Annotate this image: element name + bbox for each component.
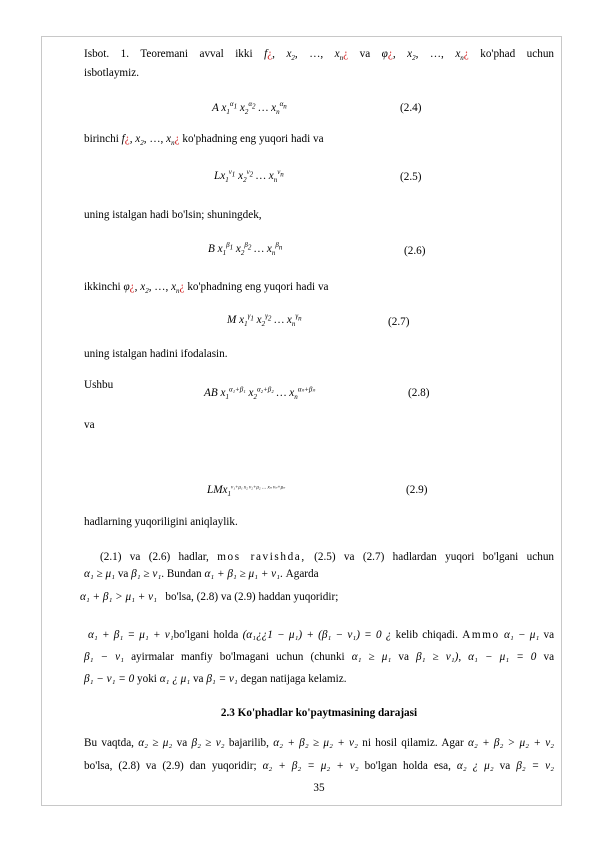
equation-2-4: A $x_1^{\alpha_1}$ $x_2^{\alpha_2}$ … $x_n^{\alpha_n}$	[212, 100, 287, 117]
section-heading: 2.3 Ko'phadlar ko'paytmasining darajasi	[220, 707, 418, 719]
text-line: va	[84, 419, 95, 431]
equation-number: (2.9)	[406, 484, 428, 496]
equation-number: (2.8)	[408, 387, 430, 399]
text-line: α₁ ≥ μ₁ va β₁ ≥ ν₁. Bundan α₁ + β₁ ≥ μ₁ + ν₁. Agarda	[84, 568, 319, 580]
text-line: isbotlaymiz.	[84, 67, 139, 79]
text-line: uning istalgan hadini ifodalasin.	[84, 348, 228, 360]
equation-2-6: B $x_1^{\beta_1}$ $x_2^{\beta_2}$ … $x_n^{\beta_n}$	[208, 241, 283, 258]
equation-number: (2.5)	[400, 171, 422, 183]
equation-2-8: AB $x_1^{\alpha_1+\beta_1}$ $x_2^{\alpha_2+\beta_2}$ … $x_n^{\alpha_n+\beta_n}$	[204, 385, 316, 402]
equation-2-5: $Lx_1^{\nu_1}$ $x_2^{\nu_2}$ … $x_n^{\nu_n}$	[214, 168, 284, 185]
text-line: bo'lsa, (2.8) va (2.9) dan yuqoridir; α₂ + β₂ = μ₂ + ν₂ bo'lgan holda esa, α₂ ¿ μ₂ va β₂ = ν₂	[84, 760, 554, 772]
text-line: (2.1) va (2.6) hadlar, mos ravishda, (2.5) va (2.7) hadlardan yuqori bo'lgani uchun	[100, 551, 555, 563]
text-line: Ushbu	[84, 379, 114, 391]
equation-number: (2.7)	[388, 316, 410, 328]
text-line: hadlarning yuqoriligini aniqlaylik.	[84, 516, 238, 528]
page-number: 35	[313, 782, 325, 794]
equation-number: (2.6)	[404, 245, 426, 257]
text-line: α₁ + β₁ = μ₁ + ν₁bo'lgani holda (α₁¿¿1 − μ₁) + (β₁ − ν₁) = 0 ¿ kelib chiqadi. Ammo α₁ − μ₁ va	[88, 629, 555, 641]
text-line: birinchi f¿, $x_2$, …, $x_n¿$ ko'phadning eng yuqori hadi va	[84, 133, 324, 148]
page-border	[41, 36, 562, 806]
text-line: ikkinchi φ¿, $x_2$, …, $x_n¿$ ko'phadning eng yuqori hadi va	[84, 281, 329, 296]
text-line: β₁ − ν₁ = 0 yoki α₁ ¿ μ₁ va β₁ = ν₁ degan natijaga kelamiz.	[84, 673, 347, 685]
text-line: Isbot. 1. Teoremani avval ikki f¿, $x_2$, …, $x_n¿$ va φ¿, $x_2$, …, $x_n¿$ ko'phad uchun	[84, 48, 555, 63]
text-line: α₁ + β₁ > μ₁ + ν₁ bo'lsa, (2.8) va (2.9) haddan yuqoridir;	[80, 591, 339, 603]
text-line: Bu vaqtda, α₂ ≥ μ₂ va β₂ ≥ ν₂ bajarilib, α₂ + β₂ ≥ μ₂ + ν₂ ni hosil qilamiz. Agar α₂ + β₂ > μ₂ + ν₂	[84, 737, 555, 749]
equation-number: (2.4)	[400, 102, 422, 114]
text-line: uning istalgan hadi bo'lsin; shuningdek,	[84, 209, 262, 221]
equation-2-7: M $x_1^{\gamma_1}$ $x_2^{\gamma_2}$ … $x_n^{\gamma_n}$	[227, 312, 302, 329]
text-line: β₁ − ν₁ ayirmalar manfiy bo'lmagani uchun (chunki α₁ ≥ μ₁ va β₁ ≥ ν₁), α₁ − μ₁ = 0 va	[84, 651, 555, 663]
equation-2-9: LMx$_1^{\nu_1+\mu_1 x_2 \nu_2+\mu_2 \dots x_n \nu_n+\mu_n}$	[207, 484, 286, 499]
